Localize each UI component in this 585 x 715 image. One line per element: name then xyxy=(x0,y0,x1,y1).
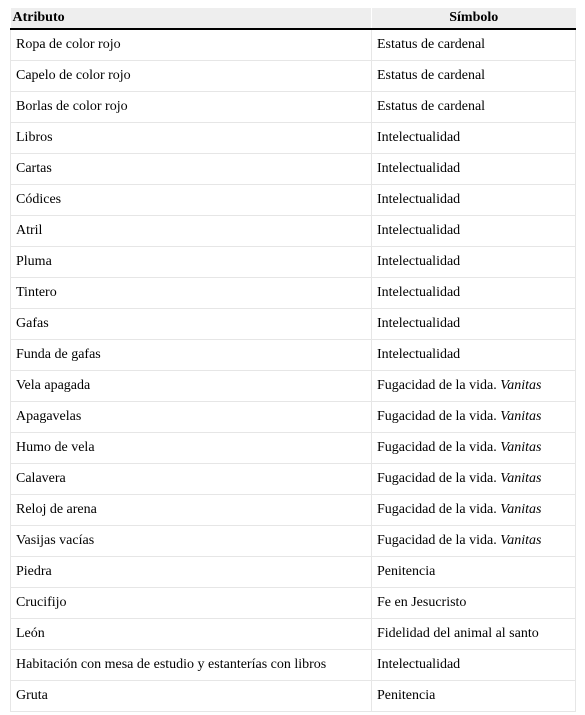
attribute-cell: Borlas de color rojo xyxy=(11,92,372,123)
symbol-text: Intelectualidad xyxy=(377,161,461,176)
symbol-cell xyxy=(372,123,576,154)
header-row xyxy=(11,8,576,29)
symbol-cell xyxy=(372,216,576,247)
symbol-text: Intelectualidad xyxy=(377,130,461,145)
symbol-cell xyxy=(372,29,576,61)
symbol-cell xyxy=(372,495,576,526)
symbol-cell xyxy=(372,371,576,402)
table-row xyxy=(11,650,576,681)
symbol-cell xyxy=(372,619,576,650)
symbol-cell xyxy=(372,557,576,588)
table-row xyxy=(11,29,576,61)
attribute-symbol-table-container xyxy=(10,8,575,712)
symbol-text: Intelectualidad xyxy=(377,192,461,207)
table-row xyxy=(11,588,576,619)
symbol-text: Penitencia xyxy=(377,564,436,579)
table-row xyxy=(11,216,576,247)
symbol-text: Estatus de cardenal xyxy=(377,99,486,114)
attribute-cell: Pluma xyxy=(11,247,372,278)
symbol-text: Intelectualidad xyxy=(377,347,461,362)
table-row xyxy=(11,433,576,464)
symbol-cell xyxy=(372,92,576,123)
table-header xyxy=(11,8,576,29)
table-row xyxy=(11,464,576,495)
symbol-emphasis-text: Vanitas xyxy=(500,409,542,424)
symbol-text: Fugacidad de la vida. xyxy=(377,409,501,424)
symbol-cell xyxy=(372,154,576,185)
symbol-cell xyxy=(372,464,576,495)
symbol-text: Fe en Jesucristo xyxy=(377,595,467,610)
table-row xyxy=(11,557,576,588)
symbol-cell xyxy=(372,309,576,340)
symbol-text: Fugacidad de la vida. xyxy=(377,502,501,517)
symbol-text: Fugacidad de la vida. xyxy=(377,471,501,486)
table-row xyxy=(11,92,576,123)
table-row xyxy=(11,247,576,278)
attribute-cell: Crucifijo xyxy=(11,588,372,619)
attribute-symbol-table xyxy=(10,8,576,712)
symbol-text: Intelectualidad xyxy=(377,223,461,238)
symbol-cell xyxy=(372,402,576,433)
table-row xyxy=(11,340,576,371)
table-row xyxy=(11,61,576,92)
symbol-text: Estatus de cardenal xyxy=(377,37,486,52)
attribute-cell: Gafas xyxy=(11,309,372,340)
symbol-text: Intelectualidad xyxy=(377,254,461,269)
table-body xyxy=(11,29,576,712)
attribute-cell: Tintero xyxy=(11,278,372,309)
attribute-cell: Funda de gafas xyxy=(11,340,372,371)
attribute-cell: León xyxy=(11,619,372,650)
symbol-emphasis-text: Vanitas xyxy=(500,533,542,548)
table-row xyxy=(11,309,576,340)
symbol-text: Fugacidad de la vida. xyxy=(377,378,501,393)
symbol-cell xyxy=(372,681,576,712)
attribute-cell: Vasijas vacías xyxy=(11,526,372,557)
symbol-text: Intelectualidad xyxy=(377,285,461,300)
symbol-text: Intelectualidad xyxy=(377,316,461,331)
symbol-text: Intelectualidad xyxy=(377,657,461,672)
attribute-cell: Cartas xyxy=(11,154,372,185)
attribute-cell: Humo de vela xyxy=(11,433,372,464)
attribute-cell: Piedra xyxy=(11,557,372,588)
attribute-cell: Habitación con mesa de estudio y estanterías con libros xyxy=(11,650,372,681)
table-row xyxy=(11,185,576,216)
attribute-cell: Ropa de color rojo xyxy=(11,29,372,61)
table-row xyxy=(11,278,576,309)
symbol-text: Penitencia xyxy=(377,688,436,703)
table-row xyxy=(11,495,576,526)
table-row xyxy=(11,371,576,402)
symbol-cell xyxy=(372,61,576,92)
symbol-text: Estatus de cardenal xyxy=(377,68,486,83)
table-row xyxy=(11,402,576,433)
symbol-cell xyxy=(372,340,576,371)
symbol-cell xyxy=(372,588,576,619)
attribute-cell: Apagavelas xyxy=(11,402,372,433)
table-row xyxy=(11,619,576,650)
symbol-cell xyxy=(372,185,576,216)
attribute-cell: Gruta xyxy=(11,681,372,712)
attribute-cell: Calavera xyxy=(11,464,372,495)
attribute-cell: Libros xyxy=(11,123,372,154)
attribute-cell: Capelo de color rojo xyxy=(11,61,372,92)
symbol-cell xyxy=(372,247,576,278)
attribute-cell: Códices xyxy=(11,185,372,216)
symbol-cell xyxy=(372,278,576,309)
symbol-emphasis-text: Vanitas xyxy=(500,378,542,393)
symbol-cell xyxy=(372,526,576,557)
symbol-text: Fidelidad del animal al santo xyxy=(377,626,539,641)
header-simbolo: Símbolo xyxy=(372,8,576,29)
symbol-cell xyxy=(372,650,576,681)
attribute-cell: Vela apagada xyxy=(11,371,372,402)
symbol-text: Fugacidad de la vida. xyxy=(377,440,501,455)
symbol-text: Fugacidad de la vida. xyxy=(377,533,501,548)
header-atributo: Atributo xyxy=(11,8,372,29)
table-row xyxy=(11,526,576,557)
symbol-emphasis-text: Vanitas xyxy=(500,502,542,517)
attribute-cell: Reloj de arena xyxy=(11,495,372,526)
symbol-cell xyxy=(372,433,576,464)
table-row xyxy=(11,681,576,712)
table-row xyxy=(11,123,576,154)
table-row xyxy=(11,154,576,185)
attribute-cell: Atril xyxy=(11,216,372,247)
symbol-emphasis-text: Vanitas xyxy=(500,440,542,455)
symbol-emphasis-text: Vanitas xyxy=(500,471,542,486)
